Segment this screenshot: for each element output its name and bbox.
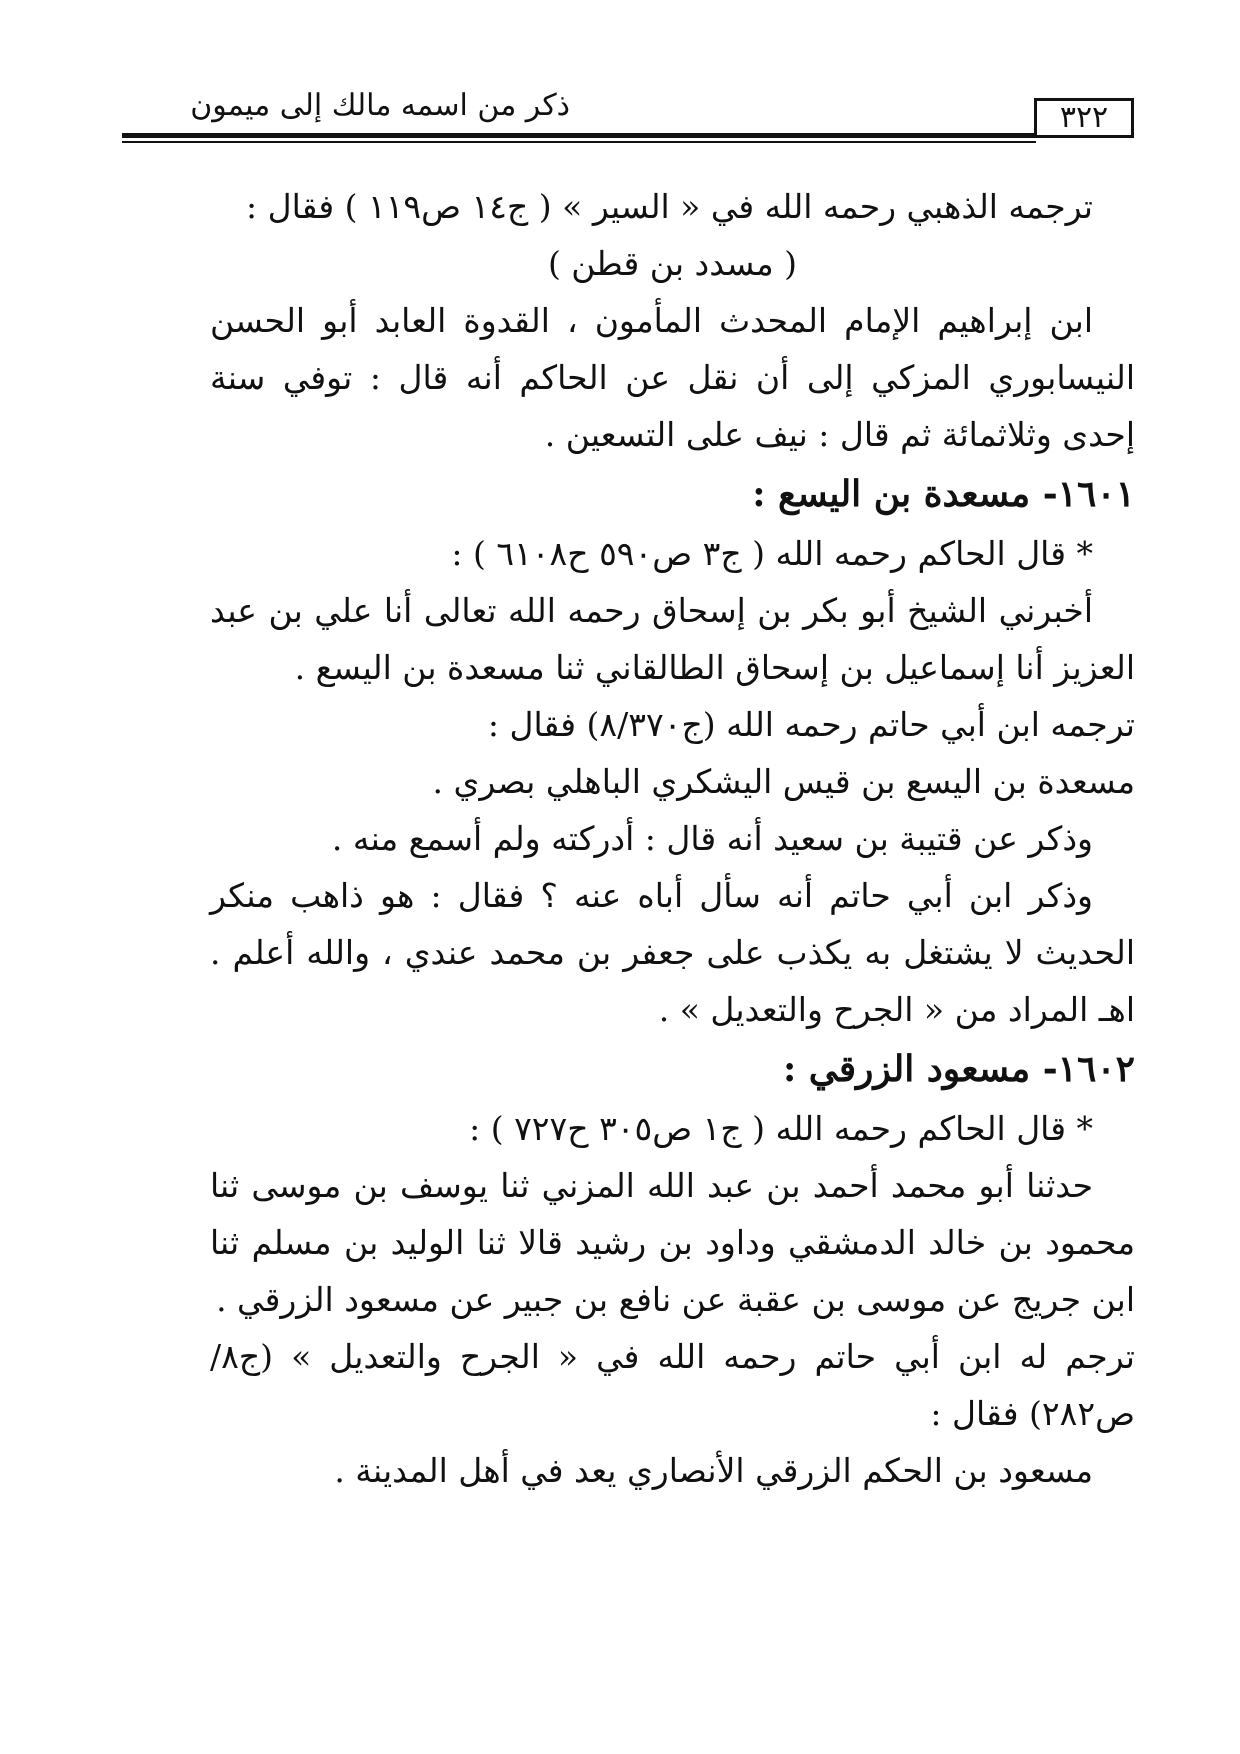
paragraph-abi-hatim-citation-2: ترجم له ابن أبي حاتم رحمه الله في « الجرح والتعديل » (ج٨/ ص٢٨٢) فقال : — [210, 1337, 1135, 1433]
body-text — [210, 178, 1135, 1499]
paragraph-masada-bio: مسعدة بن اليسع بن قيس اليشكري الباهلي بصري . — [432, 762, 1135, 801]
paragraph-musaddad-bio: ابن إبراهيم الإمام المحدث المأمون ، القدوة العابد أبو الحسن النيسابوري المزكي إلى أن نقل عن الحاكم أنه قال : توفي سنة إحدى وثلاثمائة ثم قال : نيف على التسعين . — [210, 301, 1135, 454]
paragraph-dhahabi-citation: ترجمه الذهبي رحمه الله في « السير » ( ج١٤ ص١١٩ ) فقال : — [246, 187, 1093, 226]
header-rule-thick — [122, 133, 1036, 138]
paragraph-isnad-2: حدثنا أبو محمد أحمد بن عبد الله المزني ثنا يوسف بن موسى ثنا محمود بن خالد الدمشقي وداود بن رشيد قالا ثنا الوليد بن مسلم ثنا ابن جريج عن موسى بن عقبة عن نافع بن جبير عن مسعود الزرقي . — [210, 1166, 1135, 1319]
paragraph-abi-hatim-citation-1: ترجمه ابن أبي حاتم رحمه الله (ج٨/٣٧٠) فقال : — [487, 705, 1135, 744]
page-number: ٣٢٢ — [1034, 98, 1134, 138]
paragraph-masud-bio: مسعود بن الحكم الزرقي الأنصاري يعد في أهل المدينة . — [334, 1451, 1093, 1490]
paragraph-hakim-citation-2: * قال الحاكم رحمه الله ( ج١ ص٣٠٥ ح٧٢٧ ) : — [469, 1109, 1093, 1148]
paragraph-abi-hatim-opinion: وذكر ابن أبي حاتم أنه سأل أباه عنه ؟ فقال : هو ذاهب منكر الحديث لا يشتغل به يكذب على جعفر بن محمد عندي ، والله أعلم . اهـ المراد من « الجرح والتعديل » . — [210, 876, 1135, 1029]
paragraph-hakim-citation-1: * قال الحاكم رحمه الله ( ج٣ ص٥٩٠ ح٦١٠٨ ) : — [451, 534, 1093, 573]
entry-heading-1602: ١٦٠٢- مسعود الزرقي : — [782, 1048, 1135, 1090]
paragraph-isnad-1: أخبرني الشيخ أبو بكر بن إسحاق رحمه الله تعالى أنا علي بن عبد العزيز أنا إسماعيل بن إسحاق الطالقاني ثنا مسعدة بن اليسع . — [210, 591, 1135, 687]
running-title: ذكر من اسمه مالك إلى ميمون — [190, 88, 570, 123]
paragraph-musaddad-name: ( مسدد بن قطن ) — [547, 244, 798, 283]
paragraph-qutayba-quote: وذكر عن قتيبة بن سعيد أنه قال : أدركته ولم أسمع منه . — [331, 819, 1093, 858]
header-rule-thin — [122, 141, 1036, 143]
entry-heading-1601: ١٦٠١- مسعدة بن اليسع : — [752, 473, 1135, 515]
